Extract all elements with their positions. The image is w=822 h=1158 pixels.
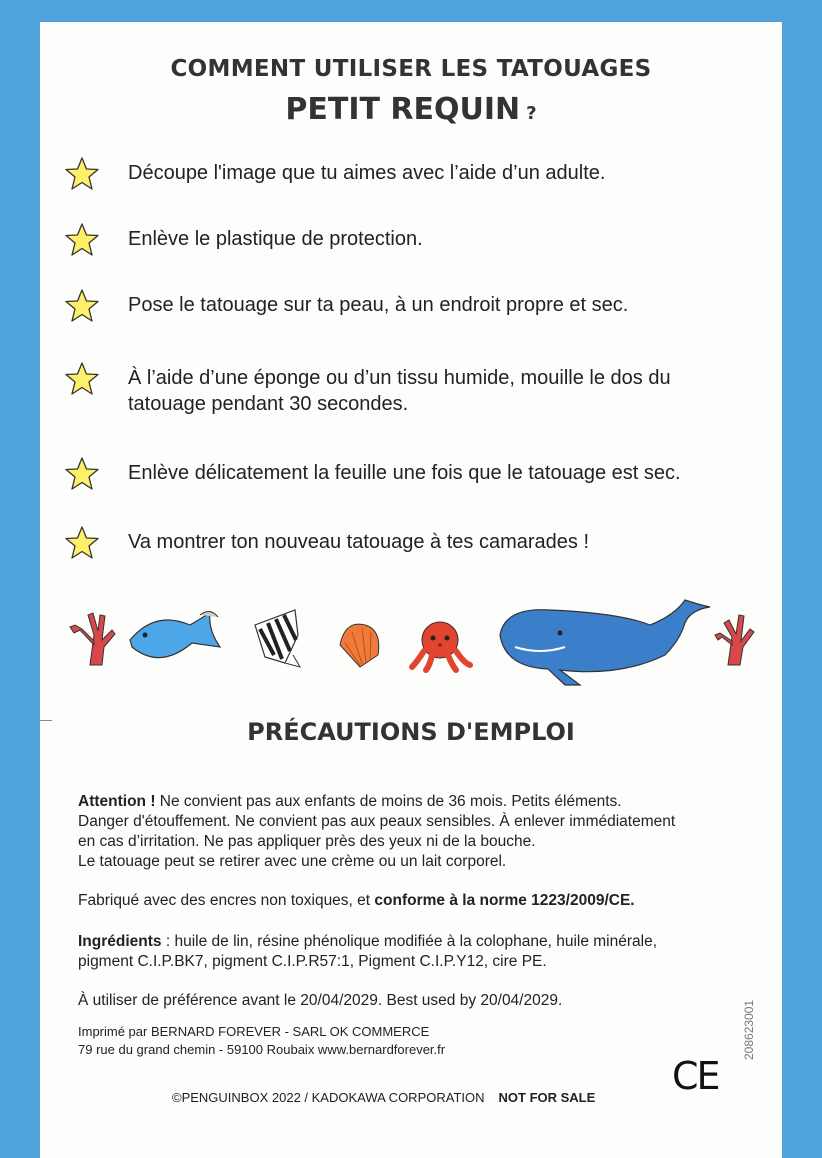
star-icon	[64, 525, 100, 561]
title-main: PETIT REQUIN	[285, 92, 521, 127]
step-1	[64, 156, 764, 192]
striped-fish-icon	[255, 610, 300, 667]
step-6-text: Va montrer ton nouveau tatouage à tes camarades !	[128, 531, 590, 553]
attention-line-1: Attention ! Ne convient pas aux enfants de moins de 36 mois. Petits éléments.	[78, 793, 622, 810]
step-4-text	[128, 361, 671, 417]
ingredients-paragraph	[78, 932, 758, 972]
not-for-sale: NOT FOR SALE	[498, 1090, 596, 1105]
title-line-1: COMMENT UTILISER LES TATOUAGES	[170, 56, 652, 82]
copyright: ©PENGUINBOX 2022 / KADOKAWA CORPORATION	[172, 1090, 485, 1105]
step-2	[64, 222, 764, 258]
whale-icon	[500, 600, 710, 685]
ce-mark: CE	[672, 1054, 719, 1098]
ingredients-line-1: Ingrédients : huile de lin, résine phénolique modifiée à la colophane, huile minérale,	[78, 933, 658, 950]
star-icon	[64, 222, 100, 258]
star-icon	[64, 456, 100, 492]
attention-line-4: Le tatouage peut se retirer avec une crème ou un lait corporel.	[78, 853, 507, 870]
title-line-2	[0, 92, 822, 127]
step-3-text: Pose le tatouage sur ta peau, à un endroit propre et sec.	[128, 294, 629, 316]
printer-line-2: 79 rue du grand chemin - 59100 Roubaix www.bernardforever.fr	[78, 1042, 446, 1057]
star-icon	[64, 361, 100, 397]
step-3	[64, 288, 764, 324]
precautions-heading: PRÉCAUTIONS D'EMPLOI	[247, 718, 575, 746]
star-icon	[64, 156, 100, 192]
printer-info	[78, 1023, 578, 1059]
ingredients-line-2: pigment C.I.P.BK7, pigment C.I.P.R57:1, Pigment C.I.P.Y12, cire PE.	[78, 953, 547, 970]
ingredients-label: Ingrédients	[78, 933, 162, 950]
norm-reference: conforme à la norme 1223/2009/CE.	[374, 892, 635, 909]
printer-line-1: Imprimé par BERNARD FOREVER - SARL OK COMMERCE	[78, 1024, 430, 1039]
best-before: À utiliser de préférence avant le 20/04/2029. Best used by 20/04/2029.	[78, 992, 563, 1009]
coral-icon	[70, 613, 115, 665]
step-4	[64, 361, 764, 417]
attention-label: Attention !	[78, 793, 156, 810]
title-question-mark: ?	[526, 103, 537, 124]
step-5-text: Enlève délicatement la feuille une fois que le tatouage est sec.	[128, 462, 681, 484]
sea-animals-illustration	[60, 585, 760, 695]
octopus-icon	[412, 622, 470, 670]
attention-line-2: Danger d'étouffement. Ne convient pas aux peaux sensibles. À enlever immédiatement	[78, 813, 676, 830]
fish-icon	[130, 611, 220, 657]
shell-icon	[340, 624, 379, 667]
coral-icon	[715, 615, 754, 665]
footer	[172, 1090, 595, 1105]
attention-line-3: en cas d’irritation. Ne pas appliquer près des yeux ni de la bouche.	[78, 833, 536, 850]
step-2-text: Enlève le plastique de protection.	[128, 228, 423, 250]
product-code: 208623001	[742, 999, 756, 1060]
step-4-line-2: tatouage pendant 30 secondes.	[128, 393, 409, 415]
step-4-line-1: À l’aide d’une éponge ou d’un tissu humide, mouille le dos du	[128, 367, 671, 389]
step-1-text: Découpe l'image que tu aimes avec l’aide d’un adulte.	[128, 162, 606, 184]
step-5	[64, 456, 764, 492]
attention-paragraph	[78, 792, 758, 872]
step-6	[64, 525, 764, 561]
fabrique-paragraph: Fabriqué avec des encres non toxiques, et conforme à la norme 1223/2009/CE.	[78, 892, 635, 909]
star-icon	[64, 288, 100, 324]
